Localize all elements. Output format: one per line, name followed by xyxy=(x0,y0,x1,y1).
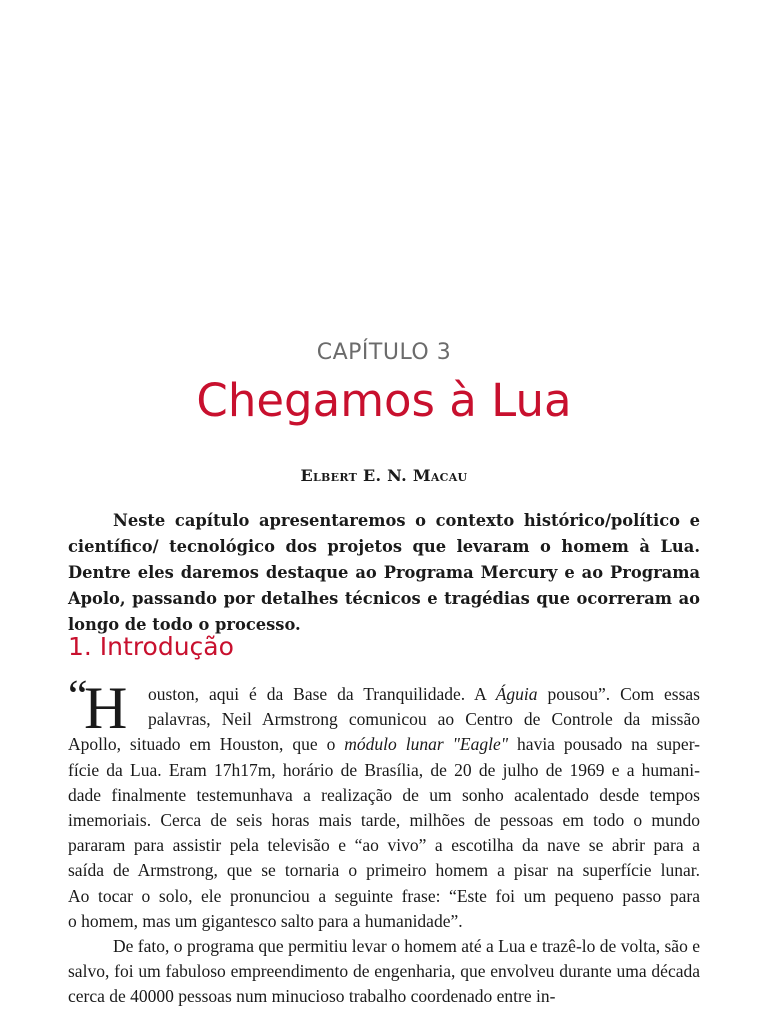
opening-quote-mark: “ xyxy=(68,671,88,720)
paragraph-line: pararam para assistir pela televisão e “ao vivo” a escotilha da nave se abrir para a xyxy=(68,835,700,856)
paragraph-line: dade finalmente testemunhava a realização de um sonho acalentado desde tempos xyxy=(68,784,700,805)
line-text: Apollo, situado em Houston, que o xyxy=(68,734,345,755)
line-text: pousou”. Com essas xyxy=(537,684,700,704)
paragraph-line: Ao tocar o solo, ele pronunciou a seguinte frase: “Este foi um pequeno passo para xyxy=(68,885,700,906)
italic-text: módulo lunar "Eagle" xyxy=(344,734,509,755)
italic-text: Águia xyxy=(495,684,538,704)
line-text: ouston, aqui é da Base da Tranquilidade. A xyxy=(148,684,496,704)
chapter-label: CAPÍTULO 3 xyxy=(316,340,452,365)
paragraph-line: imemoriais. Cerca de seis horas mais tarde, milhões de pessoas em todo o mundo xyxy=(68,810,700,831)
paragraph-line: fície da Lua. Eram 17h17m, horário de Brasília, de 20 de julho de 1969 e a humani- xyxy=(68,759,700,780)
drop-cap-letter: H xyxy=(84,675,128,741)
paragraph-line: saída de Armstrong, que se tornaria o primeiro homem a pisar na superfície lunar. xyxy=(68,860,700,881)
paragraph-line xyxy=(68,682,700,707)
chapter-abstract: Neste capítulo apresentaremos o contexto histórico/político e científico/ tecnológico dos projetos que levaram o homem à Lua. Dentre eles daremos destaque ao Programa Mercury e ao Programa Apolo, passando por detalhes técnicos e tragédias que ocorreram ao longo de todo o processo. xyxy=(68,511,700,634)
line-text: havia pousado na super- xyxy=(508,734,700,755)
paragraph-line: palavras, Neil Armstrong comunicou ao Centro de Controle da missão xyxy=(148,709,700,730)
body-paragraph-2: De fato, o programa que permitiu levar o homem até a Lua e trazê-lo de volta, são e salvo, foi um fabuloso empreendimento de engenharia, que envolveu durante uma década cerca de 40000 pessoas num minucioso trabalho coordenado entre in- xyxy=(68,936,700,1007)
body-paragraph-1 xyxy=(68,671,700,934)
chapter-title: Chegamos à Lua xyxy=(196,374,572,427)
author-name: Elbert E. N. Macau xyxy=(300,466,468,485)
drop-cap-block xyxy=(68,671,146,741)
section-heading: 1. Introdução xyxy=(68,632,234,661)
paragraph-line: o homem, mas um gigantesco salto para a humanidade”. xyxy=(68,910,463,931)
paragraph-line xyxy=(68,732,700,757)
